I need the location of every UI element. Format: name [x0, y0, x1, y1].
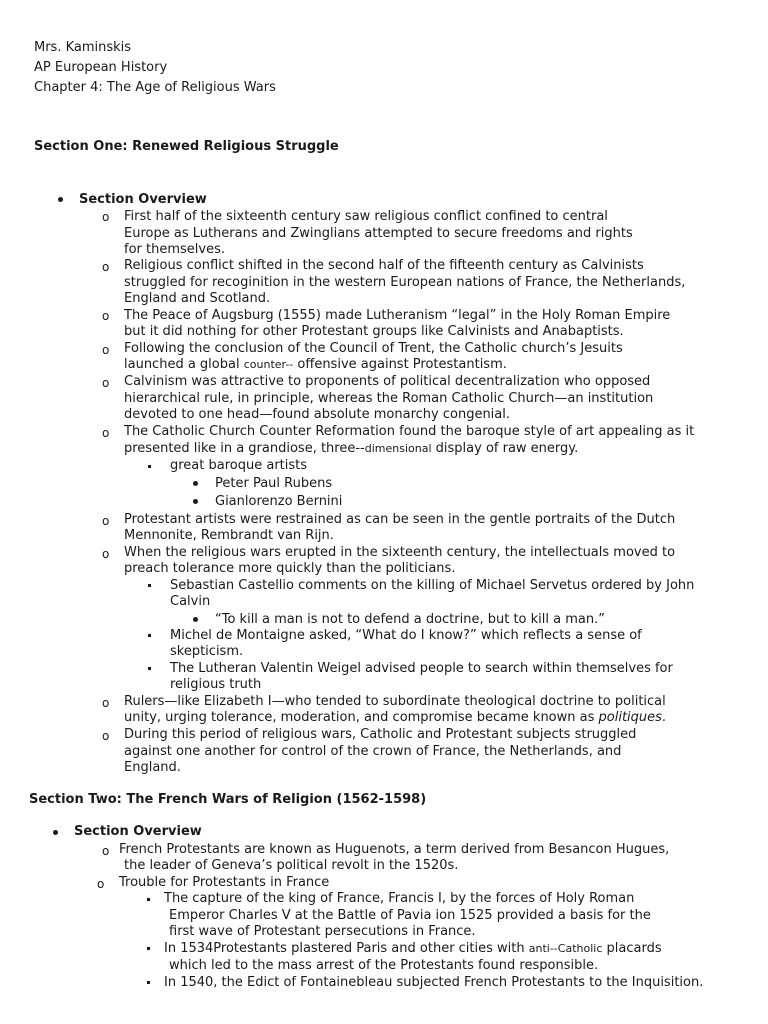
s1-item-4-line-2-small: counter--	[243, 358, 294, 371]
baroque-label: great baroque artists	[170, 458, 308, 473]
s1-item-6-line-2-b: display of raw energy.	[431, 441, 579, 456]
trouble-1-line-3: first wave of Protestant persecutions in France.	[169, 924, 476, 939]
bullet-o: o	[102, 343, 110, 357]
teacher-name: Mrs. Kaminskis	[34, 40, 132, 55]
s1-item-10-line-1: During this period of religious wars, Catholic and Protestant subjects struggled	[124, 727, 637, 742]
intellectual-3-line-1: The Lutheran Valentin Weigel advised people to search within themselves for	[170, 661, 673, 676]
s1-item-2-line-3: England and Scotland.	[124, 291, 271, 306]
bullet-square	[147, 947, 150, 950]
intellectual-2-line-2: skepticism.	[170, 644, 244, 659]
bullet-o: o	[102, 547, 110, 561]
intellectual-3-line-2: religious truth	[170, 677, 262, 692]
bullet-o: o	[102, 309, 110, 323]
bullet-square	[147, 898, 150, 901]
section-one-title: Section One: Renewed Religious Struggle	[34, 139, 339, 154]
s1-item-3-line-2: but it did nothing for other Protestant groups like Calvinists and Anabaptists.	[124, 324, 624, 339]
bullet-o: o	[102, 426, 110, 440]
intellectual-1-line-2: Calvin	[170, 594, 211, 609]
trouble-1-line-1: The capture of the king of France, Francis I, by the forces of Holy Roman	[164, 891, 635, 906]
s1-item-4-line-2-a: launched a global	[124, 357, 244, 372]
bullet-dot	[193, 481, 198, 486]
bullet-square	[148, 634, 151, 637]
trouble-1-line-2: Emperor Charles V at the Battle of Pavia ion 1525 provided a basis for the	[169, 908, 651, 923]
castellio-quote: “To kill a man is not to defend a doctrine, but to kill a man.”	[215, 612, 605, 627]
bullet-o: o	[102, 260, 110, 274]
s1-item-8-line-1: When the religious wars erupted in the sixteenth century, the intellectuals moved to	[124, 545, 676, 560]
chapter-title: Chapter 4: The Age of Religious Wars	[34, 80, 276, 95]
s1-item-2-line-2: struggled for recoginition in the western European nations of France, the Netherlands,	[124, 275, 686, 290]
bullet-square	[148, 667, 151, 670]
intellectual-1-line-1: Sebastian Castellio comments on the killing of Michael Servetus ordered by John	[170, 578, 695, 593]
trouble-2-line-1-small: anti--Catholic	[528, 942, 603, 955]
bullet-o: o	[102, 696, 110, 710]
bullet-o: o	[102, 844, 110, 858]
s1-item-5-line-2: hierarchical rule, in principle, whereas the Roman Catholic Church—an institution	[124, 391, 654, 406]
s1-item-6-line-2-a: presented like in a grandiose, three--	[124, 441, 365, 456]
section-two-title: Section Two: The French Wars of Religion (1562-1598)	[29, 792, 427, 807]
bullet-o: o	[102, 210, 110, 224]
s1-item-6-line-2-small: dimensional	[364, 442, 432, 455]
baroque-artist-2: Gianlorenzo Bernini	[215, 494, 343, 509]
s1-item-9-line-2-a: unity, urging tolerance, moderation, and compromise became known as	[124, 710, 599, 725]
s1-item-4-line-2	[124, 357, 507, 373]
s1-item-7-line-1: Protestant artists were restrained as can be seen in the gentle portraits of the Dutch	[124, 512, 676, 527]
bullet-dot	[58, 197, 63, 202]
s1-item-1-line-2: Europe as Lutherans and Zwinglians attempted to secure freedoms and rights	[124, 226, 633, 241]
bullet-square	[148, 584, 151, 587]
huguenots-line-2: the leader of Geneva’s political revolt in the 1520s.	[124, 858, 459, 873]
s1-item-4-line-2-b: offensive against Protestantism.	[293, 357, 507, 372]
s1-item-9-line-1: Rulers—like Elizabeth I—who tended to subordinate theological doctrine to political	[124, 694, 666, 709]
bullet-o: o	[97, 877, 105, 891]
trouble-2-line-1	[164, 941, 662, 957]
s1-item-1-line-3: for themselves.	[124, 242, 225, 257]
huguenots-line-1: French Protestants are known as Huguenots, a term derived from Besancon Hugues,	[119, 842, 670, 857]
bullet-dot	[193, 499, 198, 504]
s1-item-6-line-2	[124, 441, 578, 457]
s1-item-5-line-3: devoted to one head—found absolute monarchy congenial.	[124, 407, 511, 422]
bullet-dot	[53, 830, 58, 835]
bullet-o: o	[102, 729, 110, 743]
bullet-dot	[193, 617, 198, 622]
trouble-2-line-1-b: placards	[602, 941, 662, 956]
bullet-o: o	[102, 376, 110, 390]
course-name: AP European History	[34, 60, 168, 75]
trouble-3-line-1: In 1540, the Edict of Fontainebleau subjected French Protestants to the Inquisition.	[164, 975, 704, 990]
s1-item-5-line-1: Calvinism was attractive to proponents of political decentralization who opposed	[124, 374, 651, 389]
bullet-o: o	[102, 514, 110, 528]
intellectual-2-line-1: Michel de Montaigne asked, “What do I know?” which reflects a sense of	[170, 628, 642, 643]
section-two-overview-label: Section Overview	[74, 824, 202, 839]
s1-item-10-line-3: England.	[124, 760, 181, 775]
s1-item-2-line-1: Religious conflict shifted in the second half of the fifteenth century as Calvinists	[124, 258, 644, 273]
s1-item-1-line-1: First half of the sixteenth century saw religious conflict confined to central	[124, 209, 608, 224]
politiques-term: politiques	[598, 710, 662, 725]
bullet-square	[147, 981, 150, 984]
s1-item-7-line-2: Mennonite, Rembrandt van Rijn.	[124, 528, 334, 543]
bullet-square	[148, 465, 151, 468]
s1-item-3-line-1: The Peace of Augsburg (1555) made Lutheranism “legal” in the Holy Roman Empire	[124, 308, 671, 323]
s1-item-8-line-2: preach tolerance more quickly than the politicians.	[124, 561, 456, 576]
trouble-2-line-1-a: In 1534Protestants plastered Paris and other cities with	[164, 941, 529, 956]
trouble-label: Trouble for Protestants in France	[119, 875, 330, 890]
s1-item-10-line-2: against one another for control of the crown of France, the Netherlands, and	[124, 744, 622, 759]
section-one-overview-label: Section Overview	[79, 192, 207, 207]
s1-item-9-line-2	[124, 710, 666, 726]
trouble-2-line-2: which led to the mass arrest of the Protestants found responsible.	[169, 958, 599, 973]
s1-item-6-line-1: The Catholic Church Counter Reformation found the baroque style of art appealing as it	[124, 424, 695, 439]
s1-item-9-line-2-b: .	[661, 710, 667, 725]
s1-item-4-line-1: Following the conclusion of the Council of Trent, the Catholic church’s Jesuits	[124, 341, 623, 356]
baroque-artist-1: Peter Paul Rubens	[215, 476, 333, 491]
